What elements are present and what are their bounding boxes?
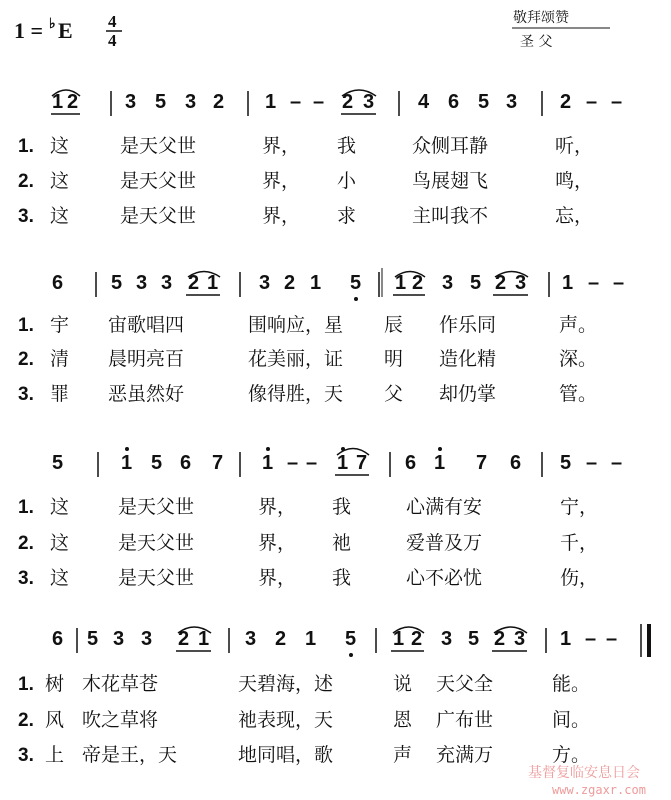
lyric: 我 [337, 135, 357, 157]
lyric: 罪 [50, 383, 70, 405]
note: 1 [52, 91, 64, 113]
note: 2 [213, 91, 225, 113]
note: 2 [412, 272, 424, 294]
note: 6 [448, 91, 460, 113]
note: 2 [494, 628, 506, 650]
lyrics-system-2 [18, 314, 597, 405]
note: 7 [356, 452, 368, 474]
lyric: 心不必忧 [406, 567, 483, 589]
note: 6 [180, 452, 192, 474]
lyric: 声。 [559, 314, 598, 336]
key-prefix: 1 = [14, 18, 44, 43]
note: 2 [284, 272, 296, 294]
song-author: 圣 父 [520, 34, 553, 50]
note: 2 [411, 628, 423, 650]
lyric: 上 [45, 744, 65, 766]
note: 5 [87, 628, 99, 650]
notation-row-4 [52, 624, 649, 657]
lyric: 祂表现，天 [238, 709, 334, 731]
notation-row-1 [51, 90, 622, 116]
lyric: 清 [50, 348, 70, 370]
key-note: E [58, 18, 73, 43]
verse-number: 3. [18, 568, 34, 589]
lyric: 是天父世 [120, 205, 197, 227]
verse-number: 1. [18, 497, 34, 518]
lyric: 充满万 [436, 744, 494, 766]
lyric: 明 [384, 348, 404, 370]
note: 3 [245, 628, 257, 650]
song-title: 敬拜颂赞 [513, 10, 569, 26]
dash: – [586, 452, 598, 474]
note: 2 [342, 91, 354, 113]
lyric: 求 [337, 205, 357, 227]
lyric: 吹之草将 [82, 709, 159, 731]
lyric: 这 [50, 205, 70, 227]
lyric: 忘， [555, 205, 594, 227]
lyric: 这 [50, 135, 70, 157]
lyric: 主叫我不 [412, 205, 489, 227]
lyric: 帝是王，天 [82, 744, 178, 766]
note: 6 [510, 452, 522, 474]
lyric: 这 [50, 532, 70, 554]
lyric: 地同唱，歌 [238, 744, 334, 766]
note: 4 [418, 91, 430, 113]
lyric: 晨明亮百 [108, 348, 185, 370]
note: 2 [495, 272, 507, 294]
note: 1 [434, 452, 446, 474]
note: 1 [121, 452, 133, 474]
lyric: 宙歌唱四 [108, 314, 185, 336]
note: 6 [52, 628, 64, 650]
watermark [528, 764, 646, 797]
lyric: 像得胜，天 [248, 383, 344, 405]
note: 5 [470, 272, 482, 294]
verse-number: 2. [18, 349, 34, 370]
lyric: 鸣， [555, 170, 594, 192]
dash: – [588, 272, 600, 294]
note: 5 [560, 452, 572, 474]
lyric: 恩 [393, 709, 413, 731]
lyric: 方。 [552, 744, 591, 766]
note: 1 [395, 272, 407, 294]
note: 5 [350, 272, 362, 294]
dash: – [586, 91, 598, 113]
lyric: 是天父世 [118, 532, 195, 554]
verse-number: 2. [18, 533, 34, 554]
dash: – [290, 91, 302, 113]
lyric: 界， [258, 567, 297, 589]
note: 5 [345, 628, 357, 650]
watermark-url: www.zgaxr.com [552, 783, 646, 797]
dash: – [611, 452, 623, 474]
lyric: 管。 [559, 383, 598, 405]
lyric: 作乐同 [439, 314, 497, 336]
note: 3 [363, 91, 375, 113]
dash: – [611, 91, 623, 113]
note: 1 [265, 91, 277, 113]
watermark-title: 基督复临安息日会 [528, 765, 640, 781]
lyric: 说 [393, 673, 413, 695]
note: 3 [259, 272, 271, 294]
lyric: 能。 [552, 673, 591, 695]
key-signature [14, 17, 73, 43]
lyric: 辰 [384, 314, 404, 336]
lyric: 却仍掌 [439, 383, 497, 405]
note: 2 [560, 91, 572, 113]
lyric: 花美丽，证 [248, 348, 344, 370]
note: 7 [212, 452, 224, 474]
lyric: 界， [262, 135, 301, 157]
lyric: 祂 [332, 532, 352, 554]
lyric: 小 [337, 170, 357, 192]
lyric: 伤， [560, 567, 599, 589]
lyric: 界， [262, 170, 301, 192]
note: 5 [468, 628, 480, 650]
note: 1 [393, 628, 405, 650]
note: 3 [506, 91, 518, 113]
lyric: 这 [50, 496, 70, 518]
lyric: 天父全 [436, 673, 494, 695]
dash: – [287, 452, 299, 474]
lyrics-system-1 [18, 135, 593, 227]
note: 3 [136, 272, 148, 294]
note: 3 [515, 272, 527, 294]
lyrics-system-3 [18, 496, 598, 589]
note: 3 [141, 628, 153, 650]
lyric: 深。 [559, 348, 598, 370]
note: 6 [405, 452, 417, 474]
note: 3 [514, 628, 526, 650]
verse-number: 2. [18, 710, 34, 731]
lyric: 界， [258, 532, 297, 554]
lyric: 造化精 [439, 348, 497, 370]
note: 1 [198, 628, 210, 650]
note: 2 [188, 272, 200, 294]
dash: – [585, 628, 597, 650]
lyric: 鸟展翅飞 [412, 170, 489, 192]
note: 3 [441, 628, 453, 650]
dash: – [313, 91, 325, 113]
note: 3 [125, 91, 137, 113]
lyric: 这 [50, 567, 70, 589]
notation-row-3 [52, 447, 622, 477]
note: 5 [52, 452, 64, 474]
flat-sign: ♭ [49, 17, 56, 32]
lyric: 宁， [560, 496, 599, 518]
time-signature [106, 12, 122, 50]
verse-number: 3. [18, 745, 34, 766]
note: 1 [262, 452, 274, 474]
note: 2 [275, 628, 287, 650]
verse-number: 3. [18, 206, 34, 227]
lyric: 我 [332, 496, 352, 518]
lyric: 爱普及万 [406, 532, 483, 554]
lyrics-system-4 [18, 673, 590, 766]
note: 6 [52, 272, 64, 294]
note: 5 [111, 272, 123, 294]
note: 1 [562, 272, 574, 294]
note: 2 [178, 628, 190, 650]
note: 1 [310, 272, 322, 294]
note: 5 [151, 452, 163, 474]
time-bottom: 4 [108, 31, 117, 50]
note: 3 [113, 628, 125, 650]
note: 3 [442, 272, 454, 294]
note: 1 [305, 628, 317, 650]
lyric: 树 [45, 673, 65, 695]
lyric: 是天父世 [118, 567, 195, 589]
lyric: 父 [384, 383, 404, 405]
lyric: 界， [258, 496, 297, 518]
lyric: 是天父世 [120, 170, 197, 192]
verse-number: 1. [18, 136, 34, 157]
lyric: 千， [560, 532, 599, 554]
note: 3 [185, 91, 197, 113]
lyric: 这 [50, 170, 70, 192]
notation-row-2 [52, 268, 624, 301]
verse-number: 2. [18, 171, 34, 192]
lyric: 恶虽然好 [108, 383, 185, 405]
lyric: 风 [45, 709, 65, 731]
lyric: 天碧海，述 [238, 673, 334, 695]
note: 1 [337, 452, 349, 474]
note: 5 [155, 91, 167, 113]
dash: – [306, 452, 318, 474]
lyric: 我 [332, 567, 352, 589]
lyric: 众侧耳静 [412, 135, 489, 157]
lyric: 木花草苍 [82, 673, 159, 695]
note: 1 [560, 628, 572, 650]
dash: – [606, 628, 618, 650]
time-top: 4 [108, 12, 117, 31]
verse-number: 1. [18, 674, 34, 695]
dash: – [613, 272, 625, 294]
lyric: 是天父世 [120, 135, 197, 157]
lyric: 听， [555, 135, 594, 157]
lyric: 界， [262, 205, 301, 227]
lyric: 是天父世 [118, 496, 195, 518]
lyric: 间。 [552, 709, 591, 731]
lyric: 心满有安 [406, 496, 483, 518]
note: 7 [476, 452, 488, 474]
lyric: 声 [393, 744, 413, 766]
verse-number: 3. [18, 384, 34, 405]
note: 3 [161, 272, 173, 294]
note: 5 [478, 91, 490, 113]
note: 2 [67, 91, 79, 113]
lyric: 广布世 [436, 709, 494, 731]
lyric: 围响应，星 [248, 314, 344, 336]
note: 1 [207, 272, 219, 294]
verse-number: 1. [18, 315, 34, 336]
lyric: 宇 [50, 314, 70, 336]
